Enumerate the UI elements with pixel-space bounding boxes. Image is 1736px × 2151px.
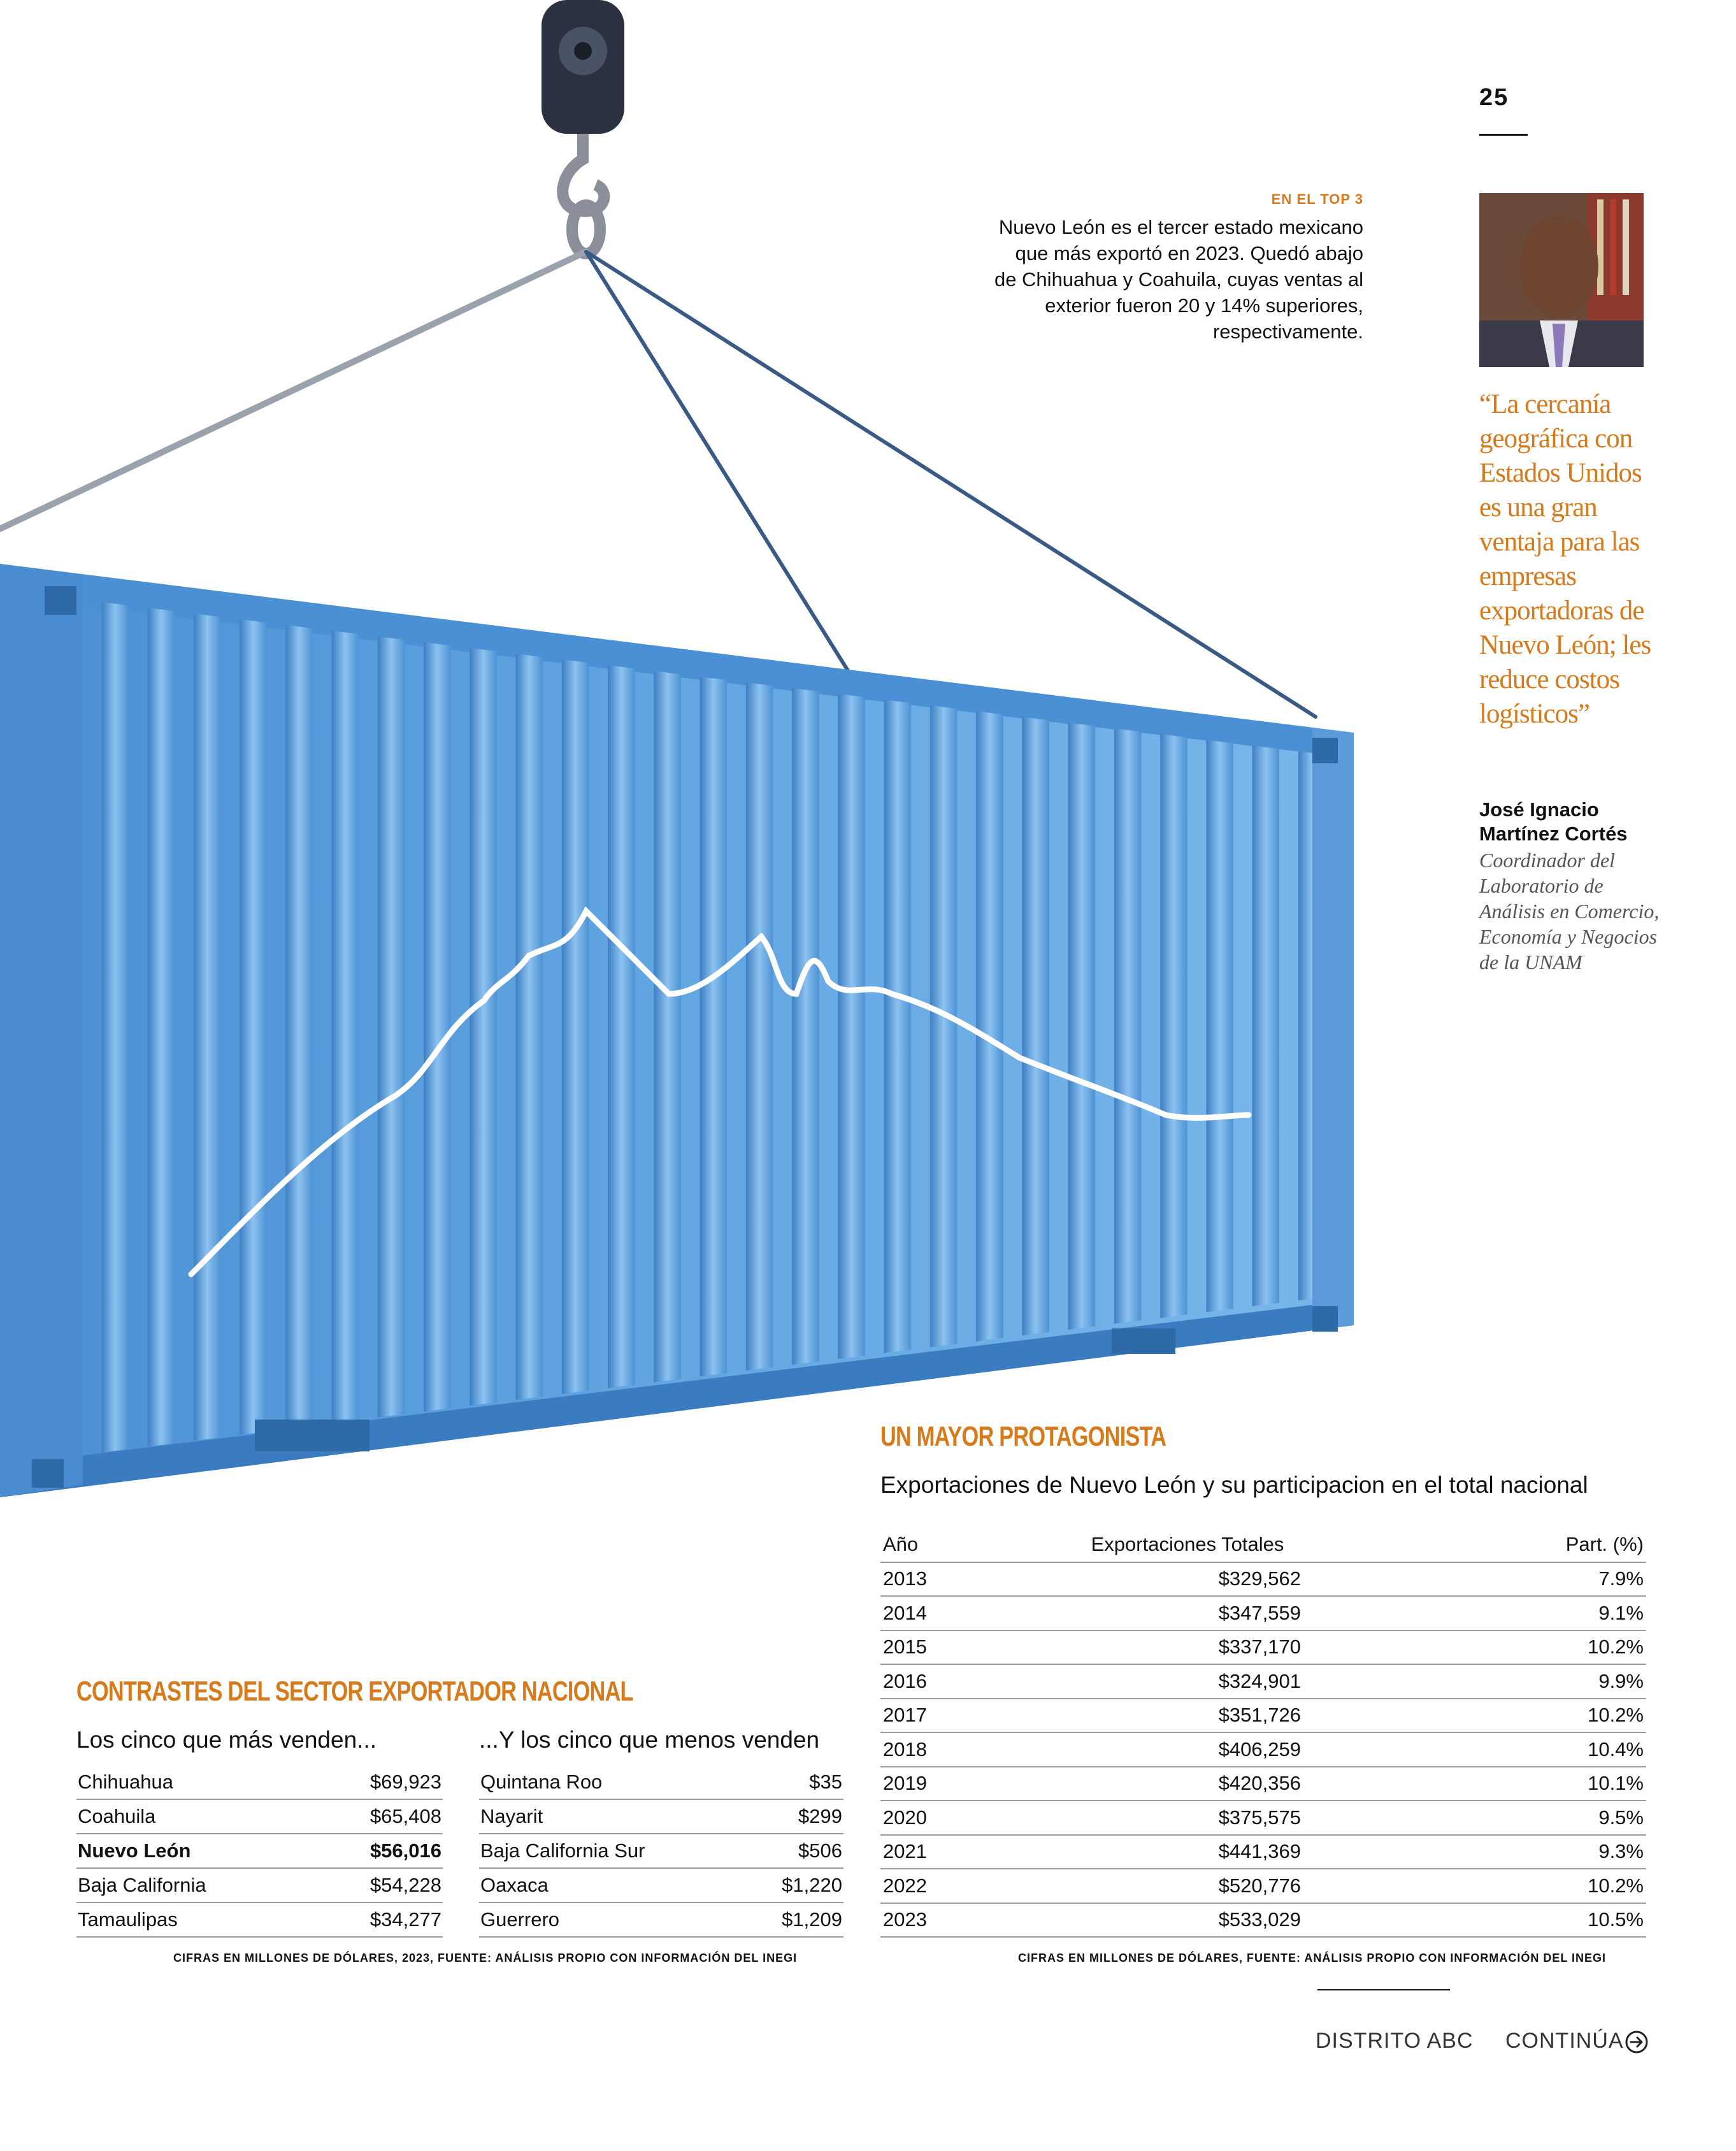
state-name: Nayarit: [480, 1805, 543, 1827]
photo-caption: [994, 191, 1363, 345]
state-name: Chihuahua: [78, 1770, 173, 1793]
table-row: [76, 1868, 443, 1903]
year-cell: 2016: [883, 1669, 927, 1692]
bottom-sellers-table: [479, 1765, 843, 1938]
table-row: [479, 1765, 843, 1799]
page-number: 25: [1479, 84, 1509, 111]
exports-cell: $351,726: [1218, 1704, 1301, 1727]
table-row: [880, 1903, 1646, 1938]
container-rib: [148, 608, 175, 1447]
state-value: $56,016: [369, 1839, 441, 1862]
container-rib: [792, 688, 819, 1365]
state-name: Baja California Sur: [480, 1839, 645, 1862]
author-portrait: [1479, 193, 1644, 367]
state-value: $1,220: [782, 1874, 842, 1896]
container-rib: [1022, 717, 1049, 1335]
header-exports: Exportaciones Totales: [1091, 1533, 1284, 1556]
share-cell: 10.2%: [1588, 1636, 1644, 1658]
caption-kicker: EN EL TOP 3: [1271, 191, 1363, 207]
exports-cell: $420,356: [1218, 1772, 1301, 1795]
state-name: Nuevo León: [78, 1839, 191, 1862]
share-cell: 9.3%: [1598, 1840, 1644, 1863]
exports-cell: $347,559: [1218, 1601, 1301, 1624]
protagonista-title: UN MAYOR PROTAGONISTA: [880, 1421, 1166, 1452]
state-value: $65,408: [369, 1805, 441, 1827]
state-name: Oaxaca: [480, 1874, 549, 1896]
container-rib: [101, 602, 129, 1453]
table-row: [880, 1869, 1646, 1903]
table-row: [479, 1834, 843, 1868]
contrastes-source-note: CIFRAS EN MILLONES DE DÓLARES, 2023, FUENTE: ANÁLISIS PROPIO CON INFORMACIÓN DEL INEGI: [173, 1952, 798, 1964]
protagonista-source-note: CIFRAS EN MILLONES DE DÓLARES, FUENTE: ANÁLISIS PROPIO CON INFORMACIÓN DEL INEGI: [1018, 1952, 1607, 1964]
table-row: [76, 1765, 443, 1799]
container-rib: [1068, 723, 1096, 1330]
container-rib: [332, 631, 359, 1423]
container-rib: [930, 705, 958, 1347]
pull-quote: “La cercanía geográfica con Estados Unidos es una gran ventaja para las empresas exportadoras de Nuevo León; les reduce costos logísticos”: [1479, 389, 1651, 729]
table-row-highlight: [76, 1834, 443, 1868]
contrastes-title: CONTRASTES DEL SECTOR EXPORTADOR NACIONAL: [76, 1676, 633, 1707]
container-rib: [746, 682, 773, 1370]
container-rib: [470, 648, 497, 1406]
table-row: [479, 1799, 843, 1834]
state-value: $34,277: [369, 1908, 441, 1931]
table-row: [880, 1699, 1646, 1733]
exports-cell: $337,170: [1218, 1636, 1301, 1658]
exports-table-body: [880, 1562, 1646, 1938]
protagonista-subtitle: Exportaciones de Nuevo León y su participacion en el total nacional: [880, 1472, 1588, 1498]
container-rib: [562, 659, 589, 1394]
pulley-icon: [542, 0, 624, 134]
state-name: Guerrero: [480, 1908, 560, 1931]
year-cell: 2018: [883, 1737, 927, 1760]
table-row: [479, 1868, 843, 1903]
container-rib: [608, 665, 635, 1388]
exports-cell: $324,901: [1218, 1669, 1301, 1692]
container-rib: [285, 625, 313, 1429]
table-row: [880, 1630, 1646, 1665]
share-cell: 10.2%: [1588, 1874, 1644, 1897]
container-rib: [1252, 745, 1280, 1306]
share-cell: 7.9%: [1598, 1567, 1644, 1590]
footer-rule: [1317, 1989, 1450, 1990]
table-row: [479, 1903, 843, 1937]
year-cell: 2019: [883, 1772, 927, 1795]
share-cell: 10.5%: [1588, 1908, 1644, 1931]
header-year: Año: [883, 1533, 919, 1556]
container-rib: [378, 637, 405, 1418]
container-rib: [240, 619, 267, 1435]
header-share: Part. (%): [1565, 1533, 1644, 1556]
container-rib: [700, 677, 728, 1376]
quote-author: José Ignacio Martínez Cortés: [1479, 798, 1628, 845]
caption-text: Nuevo León es el tercer estado mexicano que más exportó en 2023. Quedó abajo de Chihuahua y Coahuila, cuyas ventas al exterior fueron 20 y 14% superiores, respectivamente.: [994, 216, 1363, 343]
exports-table: [880, 1528, 1646, 1938]
footer-publication: DISTRITO ABC: [1316, 2029, 1474, 2053]
table-row: [880, 1596, 1646, 1630]
container-rib: [1206, 740, 1233, 1312]
year-cell: 2020: [883, 1806, 927, 1829]
container-rib: [1160, 734, 1187, 1318]
share-cell: 10.4%: [1588, 1737, 1644, 1760]
exports-cell: $375,575: [1218, 1806, 1301, 1829]
container-rib: [424, 642, 451, 1412]
state-value: $69,923: [369, 1770, 441, 1793]
state-value: $506: [798, 1839, 842, 1862]
table-row: [76, 1799, 443, 1834]
year-cell: 2014: [883, 1601, 927, 1624]
top-sellers-table: [76, 1765, 443, 1938]
year-cell: 2023: [883, 1908, 927, 1931]
arrow-right-circle-icon[interactable]: [1625, 2030, 1649, 2054]
state-value: $54,228: [369, 1874, 441, 1896]
table-row: [880, 1664, 1646, 1699]
page-number-rule: [1479, 134, 1528, 136]
state-name: Baja California: [78, 1874, 206, 1896]
table-row: [880, 1801, 1646, 1835]
continue-link[interactable]: CONTINÚA: [1505, 2029, 1624, 2053]
state-value: $299: [798, 1805, 842, 1827]
container-rib: [654, 671, 681, 1383]
container-rib: [838, 694, 865, 1359]
container-rib: [884, 700, 912, 1353]
table-header-row: [880, 1528, 1646, 1562]
exports-cell: $406,259: [1218, 1737, 1301, 1760]
container-rib: [976, 711, 1003, 1341]
table-row: [880, 1562, 1646, 1597]
hook-icon: [563, 134, 604, 254]
container-rib: [1114, 728, 1142, 1324]
table-row: [76, 1903, 443, 1937]
year-cell: 2021: [883, 1840, 927, 1863]
share-cell: 10.1%: [1588, 1772, 1644, 1795]
state-name: Quintana Roo: [480, 1770, 603, 1793]
year-cell: 2022: [883, 1874, 927, 1897]
bottom-sellers-heading: ...Y los cinco que menos venden: [479, 1727, 820, 1753]
state-value: $35: [809, 1770, 842, 1793]
share-cell: 9.9%: [1598, 1669, 1644, 1692]
year-cell: 2013: [883, 1567, 927, 1590]
container-rib: [516, 654, 543, 1400]
quote-author-role: Coordinador del Laboratorio de Análisis en Comercio, Economía y Negocios de la UNAM: [1479, 849, 1660, 974]
table-row: [880, 1767, 1646, 1801]
year-cell: 2017: [883, 1704, 927, 1727]
table-row: [880, 1732, 1646, 1767]
container-rib: [194, 614, 221, 1441]
exports-cell: $520,776: [1218, 1874, 1301, 1897]
share-cell: 10.2%: [1588, 1704, 1644, 1727]
exports-cell: $329,562: [1218, 1567, 1301, 1590]
state-value: $1,209: [782, 1908, 842, 1931]
state-name: Coahuila: [78, 1805, 156, 1827]
share-cell: 9.1%: [1598, 1601, 1644, 1624]
table-row: [880, 1835, 1646, 1869]
year-cell: 2015: [883, 1636, 927, 1658]
state-name: Tamaulipas: [78, 1908, 178, 1931]
exports-cell: $441,369: [1218, 1840, 1301, 1863]
share-cell: 9.5%: [1598, 1806, 1644, 1829]
top-sellers-heading: Los cinco que más venden...: [76, 1727, 377, 1753]
exports-cell: $533,029: [1218, 1908, 1301, 1931]
